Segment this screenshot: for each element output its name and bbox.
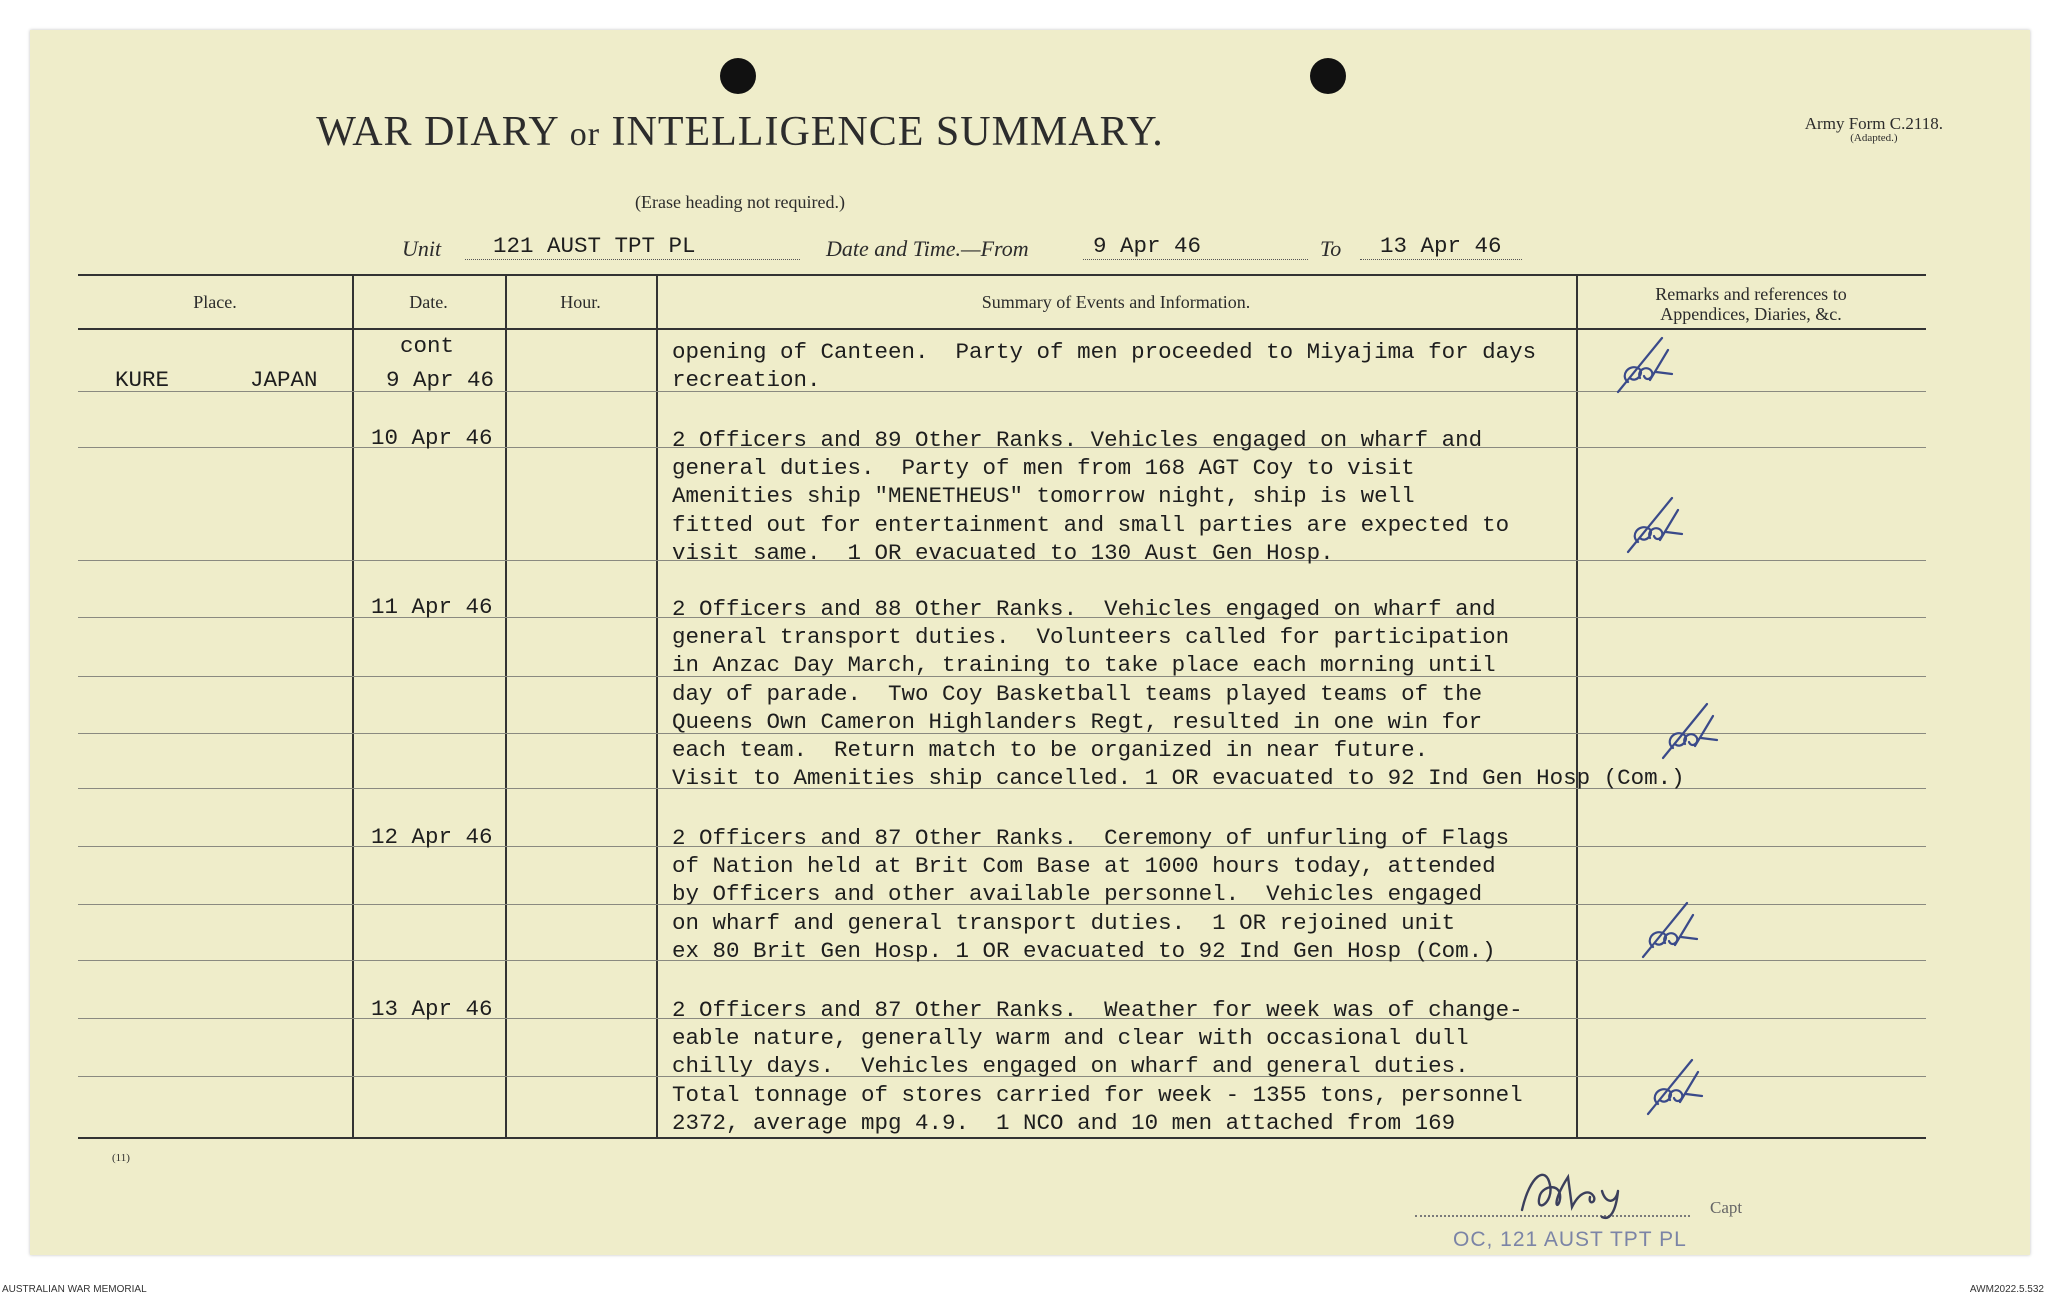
summary-line: visit same. 1 OR evacuated to 130 Aust Gen Hosp.: [672, 539, 1334, 566]
summary-line: Queens Own Cameron Highlanders Regt, resulted in one win for: [672, 708, 1483, 735]
archive-credit: AUSTRALIAN WAR MEMORIAL: [2, 1284, 147, 1295]
column-header-summary: Summary of Events and Information.: [981, 292, 1251, 312]
summary-line: by Officers and other available personnel. Vehicles engaged: [672, 881, 1483, 908]
page-subtitle: (Erase heading not required.): [635, 192, 845, 212]
column-divider-place: [352, 274, 354, 1138]
column-divider-date: [505, 274, 507, 1138]
signature-rank: Capt: [1710, 1198, 1743, 1217]
summary-line: Amenities ship "MENETHEUS" tomorrow night, ship is well: [672, 483, 1415, 510]
place-country: JAPAN: [250, 367, 318, 393]
entry-summary: [672, 996, 1672, 1141]
entry-summary: [672, 426, 1672, 571]
summary-line: chilly days. Vehicles engaged on wharf and general duties.: [672, 1053, 1469, 1080]
handwritten-initials-mark: [1635, 895, 1705, 965]
unit-label: Unit: [402, 236, 442, 261]
unit-stamp: OC, 121 AUST TPT PL: [1453, 1228, 1687, 1251]
summary-line: Total tonnage of stores carried for week - 1355 tons, personnel: [672, 1081, 1523, 1108]
entry-date: 10 Apr 46: [371, 425, 493, 451]
form-number: Army Form C.2118. (Adapted.): [1804, 114, 1943, 144]
summary-line: 2372, average mpg 4.9. 1 NCO and 10 men attached from 169: [672, 1109, 1456, 1136]
column-header-hour: Hour.: [560, 292, 601, 312]
page-number: (11): [112, 1152, 130, 1164]
table-top-border: [78, 274, 1926, 276]
unit-value: 121 AUST TPT PL: [465, 233, 800, 260]
summary-line: 2 Officers and 87 Other Ranks. Weather for week was of change-: [672, 997, 1523, 1023]
entry-date: 11 Apr 46: [371, 594, 493, 620]
summary-line: eable nature, generally warm and clear with occasional dull: [672, 1025, 1469, 1052]
summary-line: ex 80 Brit Gen Hosp. 1 OR evacuated to 92 Ind Gen Hosp (Com.): [672, 937, 1496, 964]
entry-summary: [672, 338, 1672, 398]
punch-hole-left: [720, 58, 756, 94]
summary-line: 2 Officers and 87 Other Ranks. Ceremony of unfurling of Flags: [672, 825, 1510, 851]
handwritten-signature: [1510, 1155, 1650, 1225]
column-divider-hour: [656, 274, 658, 1138]
summary-line: opening of Canteen. Party of men proceeded to Miyajima for days: [672, 339, 1537, 365]
page-title: WAR DIARY or INTELLIGENCE SUMMARY.: [316, 109, 1164, 155]
column-header-date: Date.: [409, 292, 448, 312]
entry-date: 9 Apr 46: [386, 367, 495, 393]
date-prefix: cont: [400, 333, 455, 359]
date-to-label: To: [1320, 236, 1342, 261]
summary-line: of Nation held at Brit Com Base at 1000 hours today, attended: [672, 853, 1496, 880]
summary-line: day of parade. Two Coy Basketball teams played teams of the: [672, 680, 1483, 707]
handwritten-initials-mark: [1620, 490, 1690, 560]
summary-line: each team. Return match to be organized in near future.: [672, 737, 1429, 763]
column-header-place: Place.: [193, 292, 237, 312]
summary-line: on wharf and general transport duties. 1 OR rejoined unit: [672, 909, 1456, 936]
summary-line: 2 Officers and 88 Other Ranks. Vehicles engaged on wharf and: [672, 596, 1496, 622]
date-from-value: 9 Apr 46: [1083, 233, 1308, 260]
column-header-remarks: Remarks and references to Appendices, Diaries, &c.: [1655, 284, 1847, 324]
handwritten-initials-mark: [1610, 330, 1680, 400]
date-from-label: Date and Time.—From: [826, 236, 1029, 261]
entry-date: 12 Apr 46: [371, 824, 493, 850]
entry-date: 13 Apr 46: [371, 996, 493, 1022]
summary-line: Visit to Amenities ship cancelled. 1 OR evacuated to 92 Ind Gen Hosp (Com.): [672, 765, 1685, 792]
place-city: KURE: [115, 367, 170, 393]
archive-reference: AWM2022.5.532: [1969, 1284, 2044, 1295]
date-to-value: 13 Apr 46: [1360, 233, 1522, 260]
handwritten-initials-mark: [1655, 696, 1725, 766]
summary-line: fitted out for entertainment and small parties are expected to: [672, 511, 1510, 538]
summary-line: general transport duties. Volunteers called for participation: [672, 624, 1510, 651]
entry-summary: [672, 824, 1672, 969]
summary-line: in Anzac Day March, training to take place each morning until: [672, 652, 1496, 679]
summary-line: 2 Officers and 89 Other Ranks. Vehicles engaged on wharf and: [672, 427, 1483, 453]
punch-hole-right: [1310, 58, 1346, 94]
entry-summary: [672, 595, 1802, 795]
summary-line: general duties. Party of men from 168 AGT Coy to visit: [672, 455, 1415, 482]
summary-line: recreation.: [672, 367, 821, 394]
handwritten-initials-mark: [1640, 1052, 1710, 1122]
